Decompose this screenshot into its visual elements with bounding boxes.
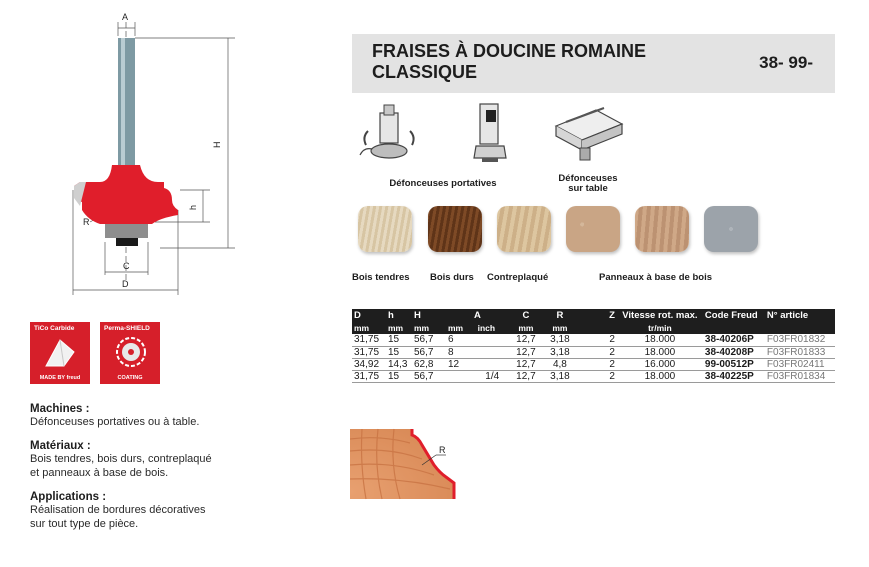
badge-perma-sub: COATING <box>117 375 143 381</box>
product-code-prefix: 38- 99- <box>759 53 813 72</box>
machine-label-table <box>548 174 628 194</box>
th-H: H <box>412 309 446 322</box>
cell-A-mm: 12 <box>446 358 476 370</box>
unit-H: mm <box>412 322 446 334</box>
bit-bearing <box>105 224 148 238</box>
badge-tico-sub: MADE BY freud <box>39 375 81 381</box>
profile-label-R: R <box>439 445 446 455</box>
cell-article: F03FR02411 <box>765 358 835 370</box>
info-materiaux-heading: Matériaux : <box>30 440 91 452</box>
cell-C: 12,7 <box>509 358 543 370</box>
th-A: A <box>446 309 509 322</box>
saw-blade-icon <box>114 335 148 369</box>
cell-H: 62,8 <box>412 358 446 370</box>
cell-A-inch <box>476 358 509 370</box>
table-row <box>352 370 835 382</box>
cell-Z: 2 <box>577 358 617 370</box>
th-h: h <box>386 309 412 322</box>
badge-perma-title: Perma-SHIELD <box>104 325 150 332</box>
th-Z: Z <box>577 309 617 322</box>
cell-D: 34,92 <box>352 358 386 370</box>
wood-swatch-bois-tendres <box>358 206 412 252</box>
carbide-tip-icon <box>42 336 78 370</box>
info-machines <box>30 403 290 429</box>
cell-C: 12,7 <box>509 346 543 358</box>
cell-vitesse: 18.000 <box>617 370 703 382</box>
cell-code-freud: 99-00512P <box>703 358 765 370</box>
th-article: N° article <box>765 309 835 322</box>
wood-label-panneaux: Panneaux à base de bois <box>599 272 712 283</box>
wood-swatch-contreplaque <box>497 206 551 252</box>
info-materiaux-text-line1: Bois tendres, bois durs, contreplaqué <box>30 453 212 465</box>
cell-H: 56,7 <box>412 370 446 382</box>
cell-A-inch <box>476 346 509 358</box>
th-R: R <box>543 309 577 322</box>
cell-h: 15 <box>386 346 412 358</box>
cell-A-mm: 8 <box>446 346 476 358</box>
table-row <box>352 358 835 370</box>
cell-A-inch <box>476 334 509 346</box>
info-materiaux <box>30 440 290 480</box>
portable-router-icon <box>358 103 418 165</box>
wood-swatch-panneaux-2 <box>635 206 689 252</box>
cell-A-inch: 1/4 <box>476 370 509 382</box>
info-machines-heading: Machines : <box>30 403 90 415</box>
page-title-line2: CLASSIQUE <box>372 62 478 82</box>
bit-cutter-body <box>74 165 178 224</box>
unit-R: mm <box>543 322 577 334</box>
cell-A-mm: 6 <box>446 334 476 346</box>
cell-code-freud: 38-40208P <box>703 346 765 358</box>
cell-H: 56,7 <box>412 334 446 346</box>
cell-h: 14,3 <box>386 358 412 370</box>
cell-R: 3,18 <box>543 346 577 358</box>
wood-swatch-panneaux-1 <box>566 206 620 252</box>
cell-C: 12,7 <box>509 334 543 346</box>
page-title <box>372 41 732 83</box>
info-applications-text-line1: Réalisation de bordures décoratives <box>30 504 206 516</box>
cell-article: F03FR01834 <box>765 370 835 382</box>
title-banner <box>352 34 835 93</box>
badge-tico-title: TiCo Carbide <box>34 325 75 332</box>
info-applications <box>30 491 290 531</box>
cell-D: 31,75 <box>352 370 386 382</box>
unit-C: mm <box>509 322 543 334</box>
badge-perma-shield <box>100 322 160 384</box>
wood-label-bois-tendres: Bois tendres <box>352 272 410 283</box>
bit-shank <box>118 38 135 166</box>
unit-vitesse: tr/min <box>617 322 703 334</box>
cell-Z: 2 <box>577 370 617 382</box>
machine-label-table-line1: Défonceuses <box>558 173 618 184</box>
dim-label-D: D <box>122 279 129 289</box>
wood-swatch-panneaux-3 <box>704 206 758 252</box>
machine-label-table-line2: sur table <box>568 183 608 194</box>
table-row <box>352 334 835 346</box>
dim-label-R: R <box>83 217 90 227</box>
info-applications-heading: Applications : <box>30 491 107 503</box>
cell-h: 15 <box>386 334 412 346</box>
trim-router-icon <box>468 100 512 166</box>
cell-D: 31,75 <box>352 346 386 358</box>
cell-article: F03FR01832 <box>765 334 835 346</box>
cut-profile-illustration <box>350 425 470 505</box>
badge-tico-carbide <box>30 322 90 384</box>
cell-C: 12,7 <box>509 370 543 382</box>
cell-R: 3,18 <box>543 370 577 382</box>
info-applications-text-line2: sur tout type de pièce. <box>30 518 139 530</box>
router-bit-diagram <box>60 10 250 295</box>
info-machines-text: Défonceuses portatives ou à table. <box>30 416 200 428</box>
cell-article: F03FR01833 <box>765 346 835 358</box>
cell-code-freud: 38-40206P <box>703 334 765 346</box>
dim-label-H: H <box>212 141 222 148</box>
th-D: D <box>352 309 386 322</box>
machine-label-portable: Défonceuses portatives <box>389 178 497 189</box>
cell-h: 15 <box>386 370 412 382</box>
wood-label-contreplaque: Contreplaqué <box>487 272 549 283</box>
th-code-freud: Code Freud <box>703 309 765 322</box>
router-table-icon <box>552 106 624 162</box>
info-materiaux-text-line2: et panneaux à base de bois. <box>30 467 169 479</box>
cell-R: 4,8 <box>543 358 577 370</box>
cell-A-mm <box>446 370 476 382</box>
wood-swatch-bois-durs <box>428 206 482 252</box>
cell-vitesse: 18.000 <box>617 334 703 346</box>
table-row <box>352 346 835 358</box>
cell-H: 56,7 <box>412 346 446 358</box>
page-title-line1: FRAISES À DOUCINE ROMAINE <box>372 41 647 61</box>
th-vitesse: Vitesse rot. max. <box>617 309 703 322</box>
unit-h: mm <box>386 322 412 334</box>
wood-label-bois-durs: Bois durs <box>430 272 474 283</box>
cell-R: 3,18 <box>543 334 577 346</box>
cell-vitesse: 18.000 <box>617 346 703 358</box>
spec-table <box>352 309 835 383</box>
dim-label-C: C <box>123 261 130 271</box>
unit-A-mm: mm <box>446 322 476 334</box>
th-C: C <box>509 309 543 322</box>
dim-label-h: h <box>188 204 198 210</box>
unit-A-inch: inch <box>476 322 509 334</box>
unit-D: mm <box>352 322 386 334</box>
cell-vitesse: 16.000 <box>617 358 703 370</box>
dim-label-A: A <box>122 12 129 22</box>
cell-Z: 2 <box>577 346 617 358</box>
cell-D: 31,75 <box>352 334 386 346</box>
cell-code-freud: 38-40225P <box>703 370 765 382</box>
cell-Z: 2 <box>577 334 617 346</box>
